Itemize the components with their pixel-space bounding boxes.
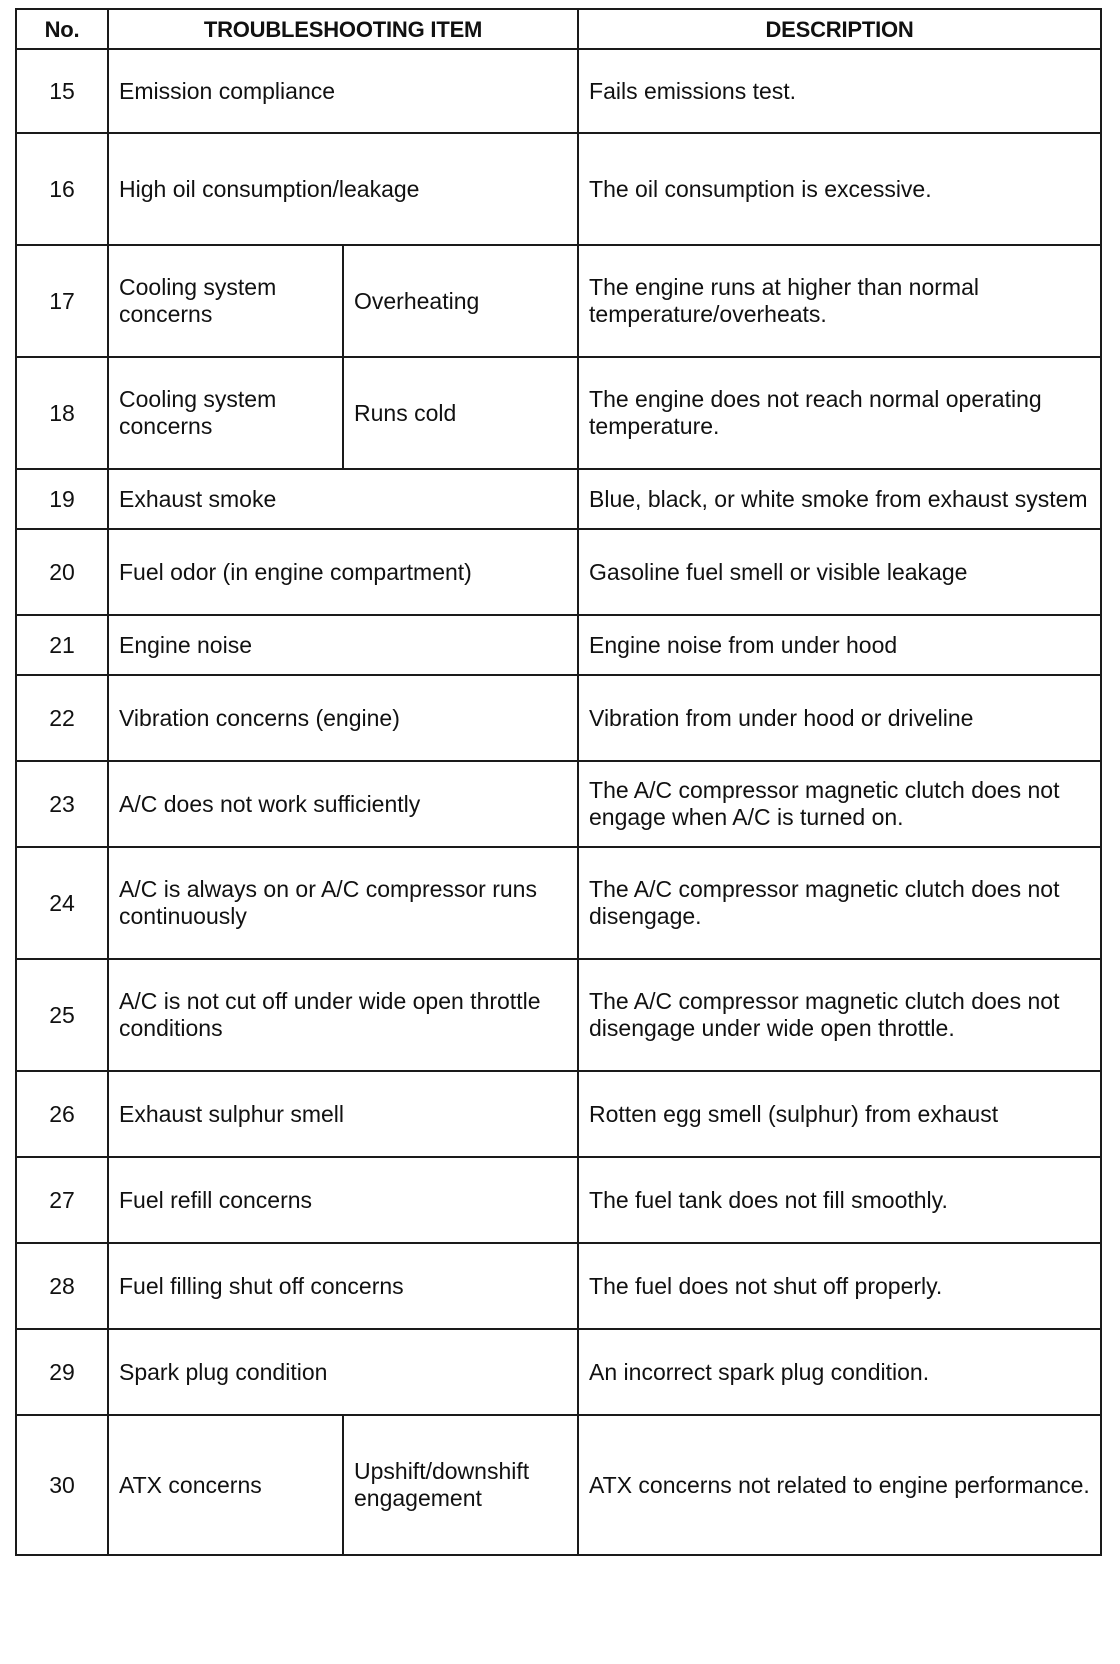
- troubleshooting-item: High oil consumption/leakage: [108, 133, 578, 245]
- row-number: 22: [16, 675, 108, 761]
- troubleshooting-item: Emission compliance: [108, 49, 578, 133]
- troubleshooting-subitem: Runs cold: [343, 357, 578, 469]
- description: The A/C compressor magnetic clutch does not engage when A/C is turned on.: [578, 761, 1101, 847]
- description: An incorrect spark plug condition.: [578, 1329, 1101, 1415]
- troubleshooting-item: Vibration concerns (engine): [108, 675, 578, 761]
- row-number: 21: [16, 615, 108, 675]
- troubleshooting-table: [15, 8, 1102, 1556]
- description: The fuel does not shut off properly.: [578, 1243, 1101, 1329]
- row-number: 28: [16, 1243, 108, 1329]
- row-number: 25: [16, 959, 108, 1071]
- troubleshooting-subitem: Overheating: [343, 245, 578, 357]
- row-number: 29: [16, 1329, 108, 1415]
- row-number: 15: [16, 49, 108, 133]
- header-description: DESCRIPTION: [578, 9, 1101, 49]
- table-row: [16, 761, 1101, 847]
- header-no: No.: [16, 9, 108, 49]
- description: Rotten egg smell (sulphur) from exhaust: [578, 1071, 1101, 1157]
- table-row: [16, 245, 1101, 357]
- troubleshooting-item: A/C is not cut off under wide open throttle conditions: [108, 959, 578, 1071]
- description: ATX concerns not related to engine performance.: [578, 1415, 1101, 1555]
- row-number: 16: [16, 133, 108, 245]
- troubleshooting-item: Exhaust sulphur smell: [108, 1071, 578, 1157]
- troubleshooting-item: Fuel odor (in engine compartment): [108, 529, 578, 615]
- table-row: [16, 959, 1101, 1071]
- table-row: [16, 469, 1101, 529]
- table-row: [16, 1071, 1101, 1157]
- table-row: [16, 1415, 1101, 1555]
- row-number: 17: [16, 245, 108, 357]
- table-header-row: [16, 9, 1101, 49]
- description: Engine noise from under hood: [578, 615, 1101, 675]
- table-row: [16, 133, 1101, 245]
- troubleshooting-item: Fuel refill concerns: [108, 1157, 578, 1243]
- header-troubleshooting-item: TROUBLESHOOTING ITEM: [108, 9, 578, 49]
- row-number: 20: [16, 529, 108, 615]
- troubleshooting-item: Cooling system concerns: [108, 245, 343, 357]
- row-number: 24: [16, 847, 108, 959]
- row-number: 19: [16, 469, 108, 529]
- troubleshooting-item: Fuel filling shut off concerns: [108, 1243, 578, 1329]
- table-row: [16, 847, 1101, 959]
- row-number: 23: [16, 761, 108, 847]
- row-number: 26: [16, 1071, 108, 1157]
- table-row: [16, 1157, 1101, 1243]
- description: Gasoline fuel smell or visible leakage: [578, 529, 1101, 615]
- troubleshooting-sheet: [15, 8, 1100, 1556]
- description: The A/C compressor magnetic clutch does not disengage.: [578, 847, 1101, 959]
- description: Fails emissions test.: [578, 49, 1101, 133]
- troubleshooting-subitem: Upshift/downshift engagement: [343, 1415, 578, 1555]
- row-number: 30: [16, 1415, 108, 1555]
- description: Blue, black, or white smoke from exhaust system: [578, 469, 1101, 529]
- description: The A/C compressor magnetic clutch does not disengage under wide open throttle.: [578, 959, 1101, 1071]
- row-number: 27: [16, 1157, 108, 1243]
- troubleshooting-item: Spark plug condition: [108, 1329, 578, 1415]
- troubleshooting-item: ATX concerns: [108, 1415, 343, 1555]
- row-number: 18: [16, 357, 108, 469]
- description: Vibration from under hood or driveline: [578, 675, 1101, 761]
- description: The oil consumption is excessive.: [578, 133, 1101, 245]
- table-row: [16, 675, 1101, 761]
- troubleshooting-item: Exhaust smoke: [108, 469, 578, 529]
- table-row: [16, 529, 1101, 615]
- table-row: [16, 49, 1101, 133]
- troubleshooting-item: A/C is always on or A/C compressor runs continuously: [108, 847, 578, 959]
- description: The fuel tank does not fill smoothly.: [578, 1157, 1101, 1243]
- table-row: [16, 1329, 1101, 1415]
- description: The engine runs at higher than normal temperature/overheats.: [578, 245, 1101, 357]
- troubleshooting-item: Engine noise: [108, 615, 578, 675]
- table-row: [16, 1243, 1101, 1329]
- troubleshooting-item: Cooling system concerns: [108, 357, 343, 469]
- table-row: [16, 615, 1101, 675]
- table-row: [16, 357, 1101, 469]
- troubleshooting-item: A/C does not work sufficiently: [108, 761, 578, 847]
- description: The engine does not reach normal operating temperature.: [578, 357, 1101, 469]
